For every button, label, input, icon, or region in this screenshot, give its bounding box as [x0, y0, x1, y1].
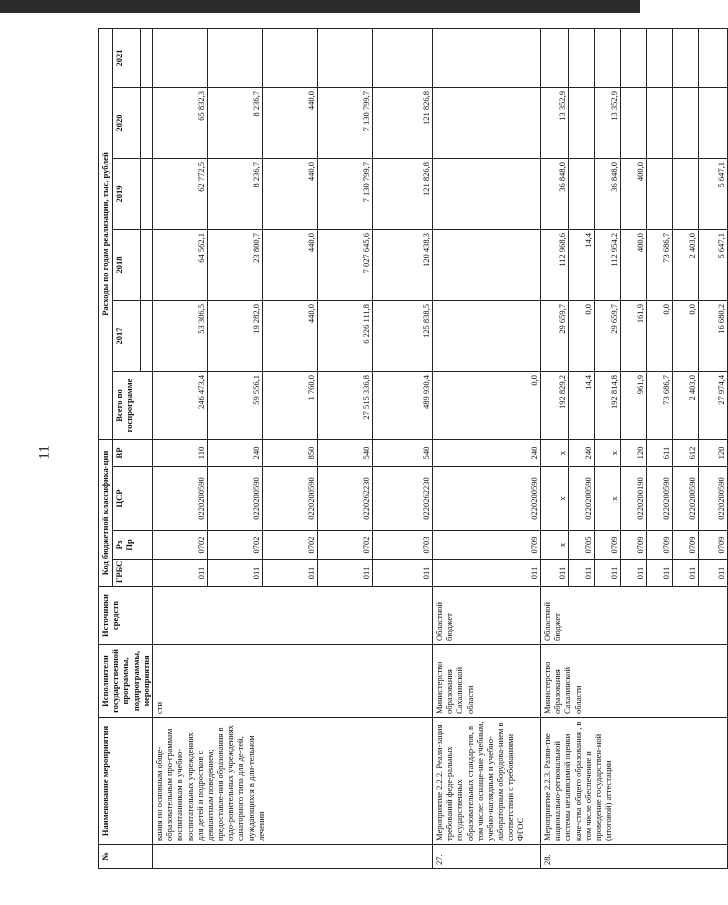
header-rzpr: Рз Пр: [113, 531, 153, 560]
cell-y2021: [432, 28, 540, 87]
header-row-1: [99, 28, 113, 868]
cell-y2017: [432, 300, 540, 371]
header-budget-code: Код бюджетной классифика-ции: [99, 439, 113, 586]
cell-vr: 110: [152, 439, 207, 466]
cell-y2020: 440,0: [262, 87, 317, 158]
measure-name: Мероприятие 2.2.2. Реали-зация требований феде-ральных государственных образовательных стандар-тов, в том числе: оснаще-ние учебным, учебно-наглядным и учебно-лабораторным оборудова-нием в соответствии с требованиями ФГОС: [432, 718, 540, 845]
cell-y2017: 0,0: [672, 300, 698, 371]
cell-y2019: 5 647,1: [698, 158, 727, 229]
cell-csr: 0220200590: [432, 467, 540, 531]
funding-source: Областной бюджет: [432, 587, 540, 645]
cell-csr: 0220200590: [568, 467, 594, 531]
cell-y2018: 112 954,2: [594, 229, 620, 300]
cell-y2017: 161,9: [620, 300, 646, 371]
cell-rzpr: 0702: [262, 531, 317, 560]
header-source: Источники средств: [99, 587, 153, 645]
cell-rzpr: 0709: [620, 531, 646, 560]
header-expenses: Расходы по годам реализации, тыс. рублей: [99, 28, 113, 439]
cell-csr: 0220200590: [698, 467, 727, 531]
cell-y2019: 8 236,7: [207, 158, 262, 229]
cell-csr: x: [540, 467, 568, 531]
cell-grbs: 011: [432, 560, 540, 587]
cell-y2021: [317, 28, 372, 87]
header-2018-sub: [140, 229, 152, 300]
cell-vr: 240: [568, 439, 594, 466]
cell-total: 961,9: [620, 371, 646, 439]
cell-y2017: 6 226 111,8: [317, 300, 372, 371]
cell-grbs: 011: [207, 560, 262, 587]
cell-grbs: 011: [317, 560, 372, 587]
cell-y2019: [672, 158, 698, 229]
cell-y2019: 121 826,8: [372, 158, 432, 229]
cell-vr: 540: [317, 439, 372, 466]
cell-y2020: [672, 87, 698, 158]
cell-y2020: 65 832,3: [152, 87, 207, 158]
cell-csr: 0220200590: [672, 467, 698, 531]
cell-rzpr: 0709: [672, 531, 698, 560]
header-total: Всего по госпрограмме: [113, 371, 153, 439]
cell-vr: 540: [372, 439, 432, 466]
cell-vr: 240: [432, 439, 540, 466]
cell-grbs: 011: [620, 560, 646, 587]
cell-y2017: 19 282,0: [207, 300, 262, 371]
table-row: [432, 28, 540, 868]
cell-y2018: [432, 229, 540, 300]
cell-y2021: [698, 28, 727, 87]
cell-vr: 611: [646, 439, 672, 466]
cell-total: 192 829,2: [540, 371, 568, 439]
cell-y2018: 73 686,7: [646, 229, 672, 300]
cell-grbs: 011: [540, 560, 568, 587]
cell-y2021: [207, 28, 262, 87]
header-2019: 2019: [113, 158, 141, 229]
cell-grbs: 011: [594, 560, 620, 587]
cell-rzpr: 0702: [207, 531, 262, 560]
executor: Министерство образования Сахалинской области: [432, 645, 540, 718]
executor: сти: [152, 645, 432, 718]
cell-grbs: 011: [152, 560, 207, 587]
cell-y2019: [432, 158, 540, 229]
cell-total: 14,4: [568, 371, 594, 439]
cell-grbs: 011: [698, 560, 727, 587]
cell-csr: 0220262230: [317, 467, 372, 531]
cell-y2021: [568, 28, 594, 87]
cell-y2020: 13 352,9: [540, 87, 568, 158]
cell-y2021: [372, 28, 432, 87]
header-grbs: ГРБС: [113, 560, 153, 587]
header-csr: ЦСР: [113, 467, 153, 531]
measure-name: Мероприятие 2.2.3. Разви-тие национально-региональной системы независимой оценки каче-ства общего образования , в том числе обеспечение и проведение государствен-ной (итоговой) аттестации: [540, 718, 727, 845]
cell-grbs: 011: [672, 560, 698, 587]
cell-y2021: [620, 28, 646, 87]
cell-y2018: 7 027 645,6: [317, 229, 372, 300]
cell-y2017: 125 838,5: [372, 300, 432, 371]
header-executor: Исполнители государственной программы, подпрограммы, мероприятия: [99, 645, 153, 718]
item-number: 28.: [540, 845, 727, 869]
cell-total: 59 556,1: [207, 371, 262, 439]
cell-rzpr: 0709: [432, 531, 540, 560]
cell-y2019: 36 848,0: [594, 158, 620, 229]
cell-y2017: 440,0: [262, 300, 317, 371]
item-number: [152, 845, 432, 869]
cell-total: 246 473,4: [152, 371, 207, 439]
cell-total: 192 814,8: [594, 371, 620, 439]
cell-y2018: 400,0: [620, 229, 646, 300]
table-row: [540, 28, 568, 868]
header-name: Наименование мероприятия: [99, 718, 153, 845]
cell-rzpr: 0702: [317, 531, 372, 560]
item-number: 27.: [432, 845, 540, 869]
cell-y2017: 29 659,7: [540, 300, 568, 371]
header-2021: 2021: [113, 28, 141, 87]
cell-y2020: [620, 87, 646, 158]
cell-y2017: 0,0: [646, 300, 672, 371]
cell-rzpr: 0709: [698, 531, 727, 560]
header-2021-sub: [140, 28, 152, 87]
header-2018: 2018: [113, 229, 141, 300]
cell-y2017: 53 306,5: [152, 300, 207, 371]
cell-total: 27 515 336,8: [317, 371, 372, 439]
cell-csr: 0220200590: [646, 467, 672, 531]
cell-rzpr: 0703: [372, 531, 432, 560]
cell-csr: 0220200590: [207, 467, 262, 531]
cell-y2019: [568, 158, 594, 229]
cell-vr: 120: [620, 439, 646, 466]
funding-source: [152, 587, 432, 645]
header-2020-sub: [140, 87, 152, 158]
cell-y2019: 62 772,5: [152, 158, 207, 229]
cell-y2020: 121 826,8: [372, 87, 432, 158]
cell-y2020: [698, 87, 727, 158]
header-2020: 2020: [113, 87, 141, 158]
cell-y2018: 112 968,6: [540, 229, 568, 300]
scan-top-border: [0, 0, 640, 13]
cell-y2021: [262, 28, 317, 87]
cell-grbs: 011: [568, 560, 594, 587]
cell-y2019: 440,0: [262, 158, 317, 229]
page-number: 11: [36, 445, 53, 460]
cell-vr: x: [594, 439, 620, 466]
cell-rzpr: 0709: [594, 531, 620, 560]
cell-y2019: 36 848,0: [540, 158, 568, 229]
cell-y2020: [432, 87, 540, 158]
cell-rzpr: 0702: [152, 531, 207, 560]
cell-y2017: 16 680,2: [698, 300, 727, 371]
cell-total: 2 403,0: [672, 371, 698, 439]
cell-y2021: [646, 28, 672, 87]
cell-rzpr: 0705: [568, 531, 594, 560]
cell-total: 489 930,4: [372, 371, 432, 439]
funding-source: Областной бюджет: [540, 587, 727, 645]
cell-y2020: 13 352,9: [594, 87, 620, 158]
header-2017-sub: [140, 300, 152, 371]
cell-y2017: 0,0: [568, 300, 594, 371]
cell-y2021: [152, 28, 207, 87]
cell-csr: 0220200190: [620, 467, 646, 531]
cell-y2021: [540, 28, 568, 87]
cell-total: 0,0: [432, 371, 540, 439]
cell-y2018: 120 438,3: [372, 229, 432, 300]
cell-y2019: [646, 158, 672, 229]
cell-csr: 0220200590: [152, 467, 207, 531]
cell-rzpr: x: [540, 531, 568, 560]
cell-total: 1 760,0: [262, 371, 317, 439]
header-vr: ВР: [113, 439, 153, 466]
cell-y2018: 5 647,1: [698, 229, 727, 300]
cell-y2018: 14,4: [568, 229, 594, 300]
cell-grbs: 011: [646, 560, 672, 587]
cell-csr: 0220262230: [372, 467, 432, 531]
header-2019-sub: [140, 158, 152, 229]
cell-vr: 850: [262, 439, 317, 466]
cell-y2019: 7 130 799,7: [317, 158, 372, 229]
cell-y2020: [646, 87, 672, 158]
cell-total: 73 686,7: [646, 371, 672, 439]
rotated-page-content: [98, 29, 726, 869]
header-2017: 2017: [113, 300, 141, 371]
cell-grbs: 011: [372, 560, 432, 587]
cell-vr: 120: [698, 439, 727, 466]
cell-y2018: 64 562,1: [152, 229, 207, 300]
cell-y2019: 400,0: [620, 158, 646, 229]
executor: Министерство образования Сахалинской области: [540, 645, 727, 718]
cell-y2018: 2 403,0: [672, 229, 698, 300]
budget-table: [98, 28, 728, 869]
cell-y2018: 440,0: [262, 229, 317, 300]
measure-name: вания по основным обще-образовательным про-граммам воспитанникам в учебно-воспитательных учреждениях для детей и подростков с девиантным поведением; предоставле-ния образования в оздо-ровительных учреждениях санаторного типа для де-тей, нуждающихся в дли-тельном лечении: [152, 718, 432, 845]
cell-y2020: [568, 87, 594, 158]
header-no: №: [99, 845, 153, 869]
cell-y2021: [672, 28, 698, 87]
cell-y2017: 29 659,7: [594, 300, 620, 371]
cell-csr: 0220200590: [262, 467, 317, 531]
cell-vr: 612: [672, 439, 698, 466]
cell-rzpr: 0709: [646, 531, 672, 560]
cell-y2020: 8 236,7: [207, 87, 262, 158]
cell-y2020: 7 130 799,7: [317, 87, 372, 158]
table-row: [152, 28, 207, 868]
cell-grbs: 011: [262, 560, 317, 587]
cell-y2021: [594, 28, 620, 87]
cell-vr: x: [540, 439, 568, 466]
cell-y2018: 23 800,7: [207, 229, 262, 300]
cell-total: 27 974,4: [698, 371, 727, 439]
cell-vr: 240: [207, 439, 262, 466]
cell-csr: x: [594, 467, 620, 531]
